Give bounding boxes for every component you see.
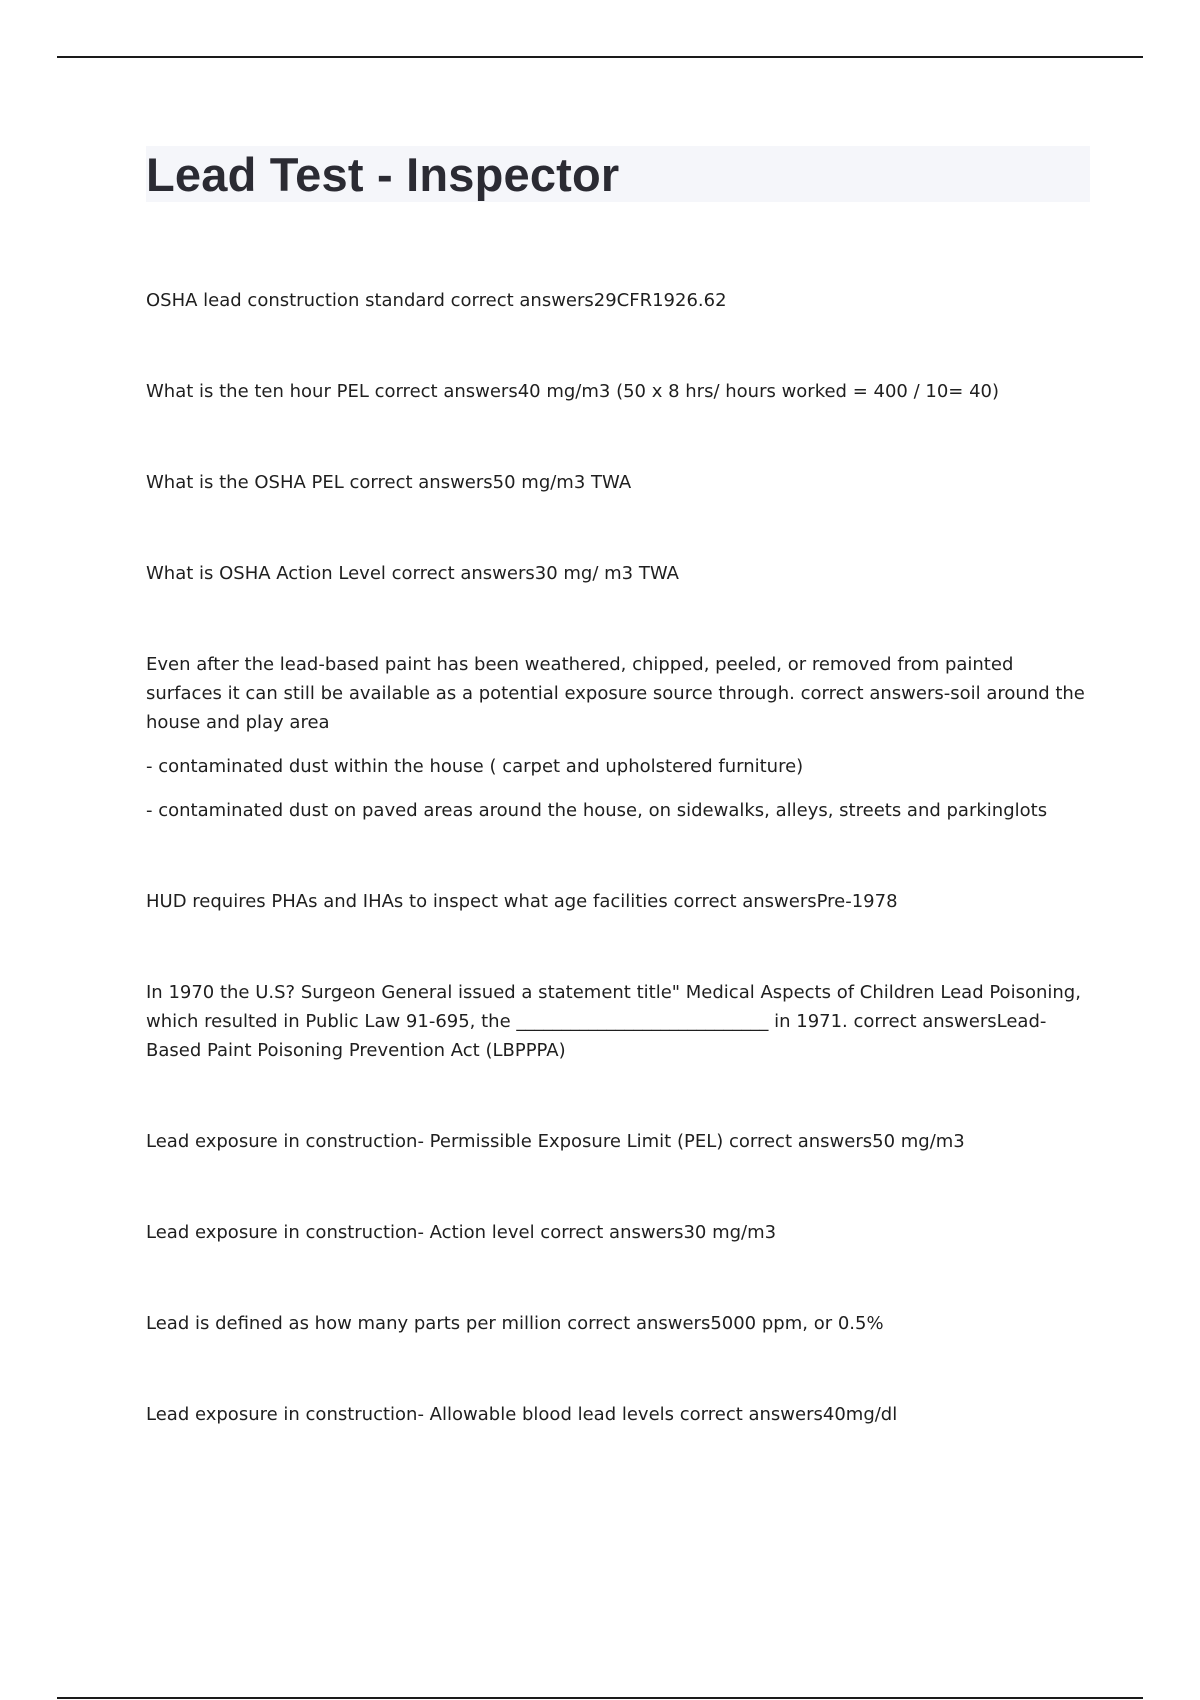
qa-text: Lead exposure in construction- Action level correct answers30 mg/m3 (146, 1222, 777, 1243)
qa-list (146, 286, 1090, 1429)
footer-rule (57, 1697, 1143, 1699)
qa-item (146, 286, 1090, 315)
page-title: Lead Test - Inspector (146, 147, 620, 201)
qa-text: OSHA lead construction standard correct answers29CFR1926.62 (146, 290, 727, 311)
qa-bullet: - contaminated dust on paved areas around the house, on sidewalks, alleys, streets and parkinglots (146, 800, 1048, 821)
header-rule (57, 56, 1143, 58)
qa-text: Lead exposure in construction- Allowable blood lead levels correct answers40mg/dl (146, 1404, 898, 1425)
qa-text: Even after the lead-based paint has been weathered, chipped, peeled, or removed from painted surfaces it can still be available as a potential exposure source through. correct answers-soil around the house and play area (146, 654, 1085, 733)
qa-item (146, 559, 1090, 588)
qa-item (146, 1309, 1090, 1338)
qa-text: Lead exposure in construction- Permissible Exposure Limit (PEL) correct answers50 mg/m3 (146, 1131, 965, 1152)
qa-text: HUD requires PHAs and IHAs to inspect what age facilities correct answersPre-1978 (146, 891, 898, 912)
qa-item (146, 978, 1090, 1065)
title-banner (146, 146, 1090, 202)
document-body (146, 146, 1090, 1491)
qa-text: Lead is defined as how many parts per million correct answers5000 ppm, or 0.5% (146, 1313, 884, 1334)
qa-item (146, 887, 1090, 916)
qa-text: What is OSHA Action Level correct answers30 mg/ m3 TWA (146, 563, 679, 584)
qa-item (146, 468, 1090, 497)
qa-item (146, 1218, 1090, 1247)
qa-text: In 1970 the U.S? Surgeon General issued a statement title" Medical Aspects of Children Lead Poisoning, which resulted in Public Law 91-695, the ____________________________ in 1971. correct answersLead-Based Paint Poisoning Prevention Act (LBPPPA) (146, 982, 1081, 1061)
qa-item (146, 377, 1090, 406)
qa-bullet: - contaminated dust within the house ( carpet and upholstered furniture) (146, 756, 804, 777)
qa-item (146, 1400, 1090, 1429)
qa-item (146, 650, 1090, 825)
qa-item (146, 1127, 1090, 1156)
qa-text: What is the ten hour PEL correct answers40 mg/m3 (50 x 8 hrs/ hours worked = 400 / 10= 40) (146, 381, 1000, 402)
qa-text: What is the OSHA PEL correct answers50 mg/m3 TWA (146, 472, 632, 493)
